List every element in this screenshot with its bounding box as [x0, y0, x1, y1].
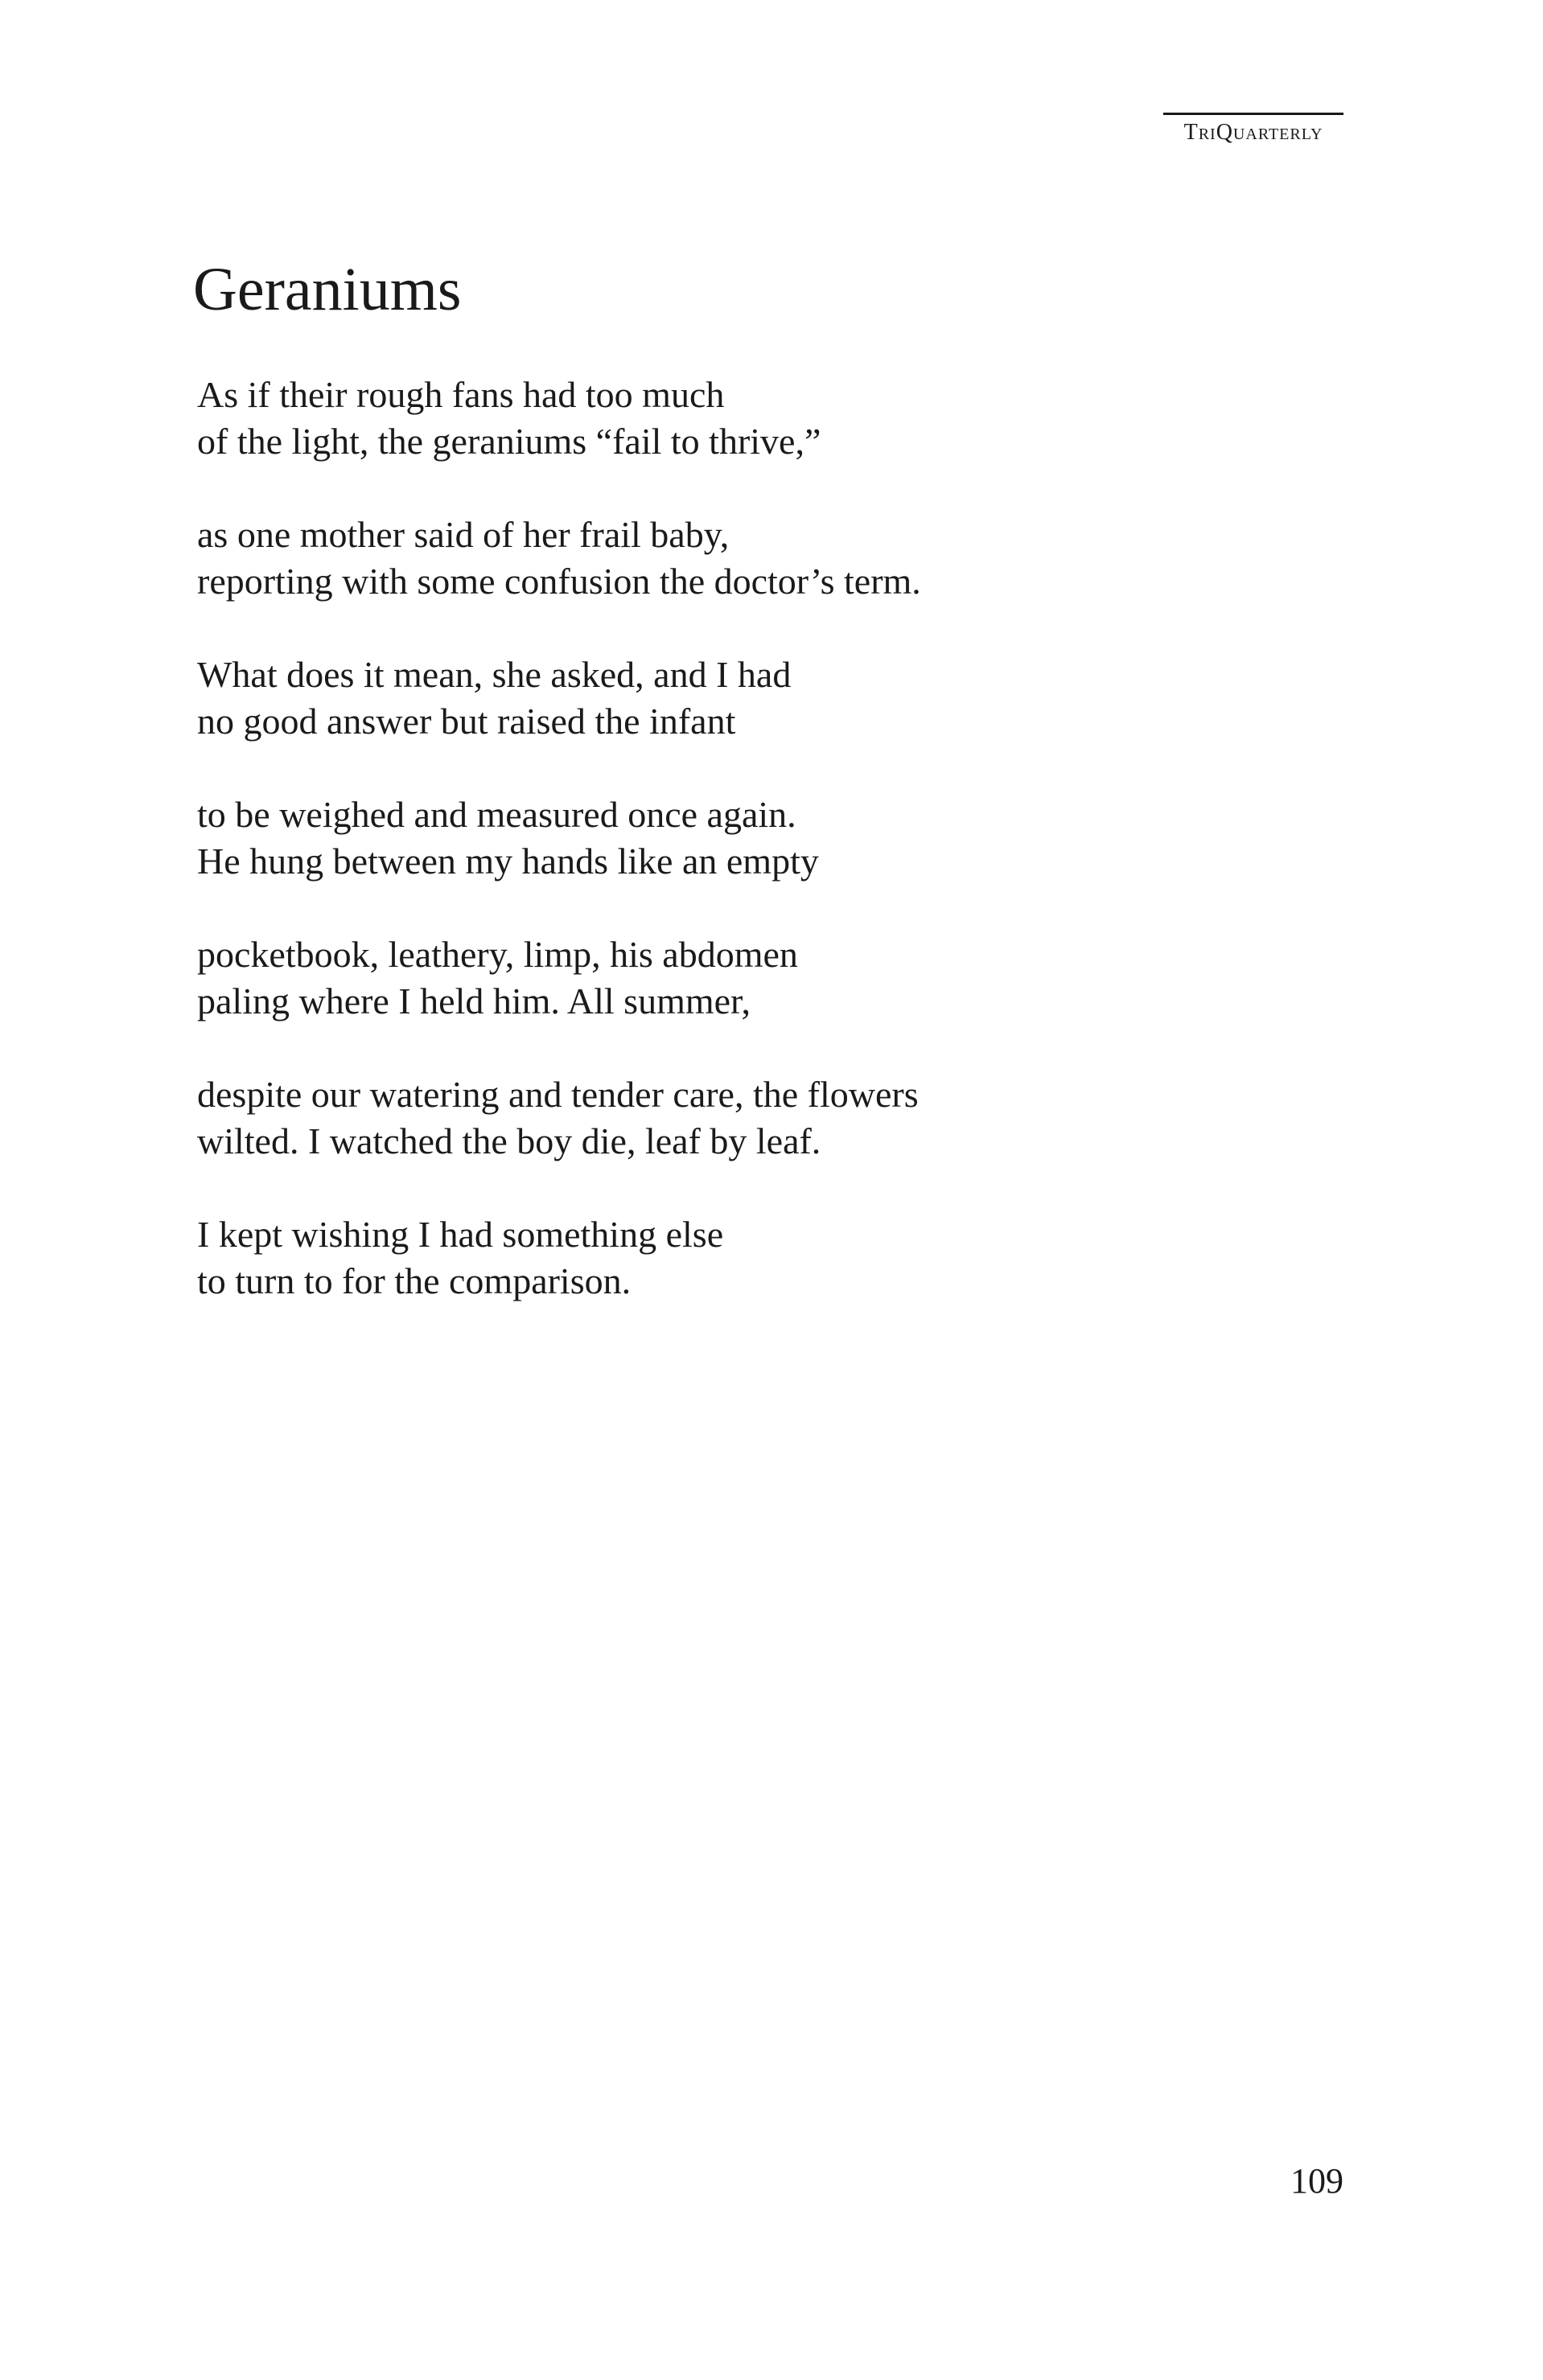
page-number: 109	[1290, 2161, 1343, 2201]
poem-body	[197, 372, 921, 1351]
poem-line: reporting with some confusion the doctor’s term.	[197, 561, 921, 602]
poem-line: of the light, the geraniums “fail to thrive,”	[197, 421, 821, 462]
poem-line: as one mother said of her frail baby,	[197, 514, 730, 555]
running-head: TriQuarterly	[1163, 113, 1343, 146]
poem-line: wilted. I watched the boy die, leaf by leaf.	[197, 1120, 821, 1161]
stanza	[197, 652, 921, 745]
poem-line: What does it mean, she asked, and I had	[197, 654, 792, 695]
poem-line: pocketbook, leathery, limp, his abdomen	[197, 934, 798, 975]
stanza	[197, 1211, 921, 1305]
poem-line: He hung between my hands like an empty	[197, 841, 819, 882]
stanza	[197, 372, 921, 465]
poem-line: paling where I held him. All summer,	[197, 980, 751, 1021]
stanza	[197, 512, 921, 605]
poem-line: to turn to for the comparison.	[197, 1260, 632, 1301]
poem-line: I kept wishing I had something else	[197, 1214, 724, 1255]
poem-line: As if their rough fans had too much	[197, 374, 725, 415]
poem-title: Geraniums	[193, 256, 462, 323]
stanza	[197, 931, 921, 1025]
poem-line: to be weighed and measured once again.	[197, 794, 796, 835]
poem-line: no good answer but raised the infant	[197, 701, 736, 742]
stanza	[197, 1071, 921, 1165]
stanza	[197, 791, 921, 885]
poem-line: despite our watering and tender care, the flowers	[197, 1074, 919, 1115]
